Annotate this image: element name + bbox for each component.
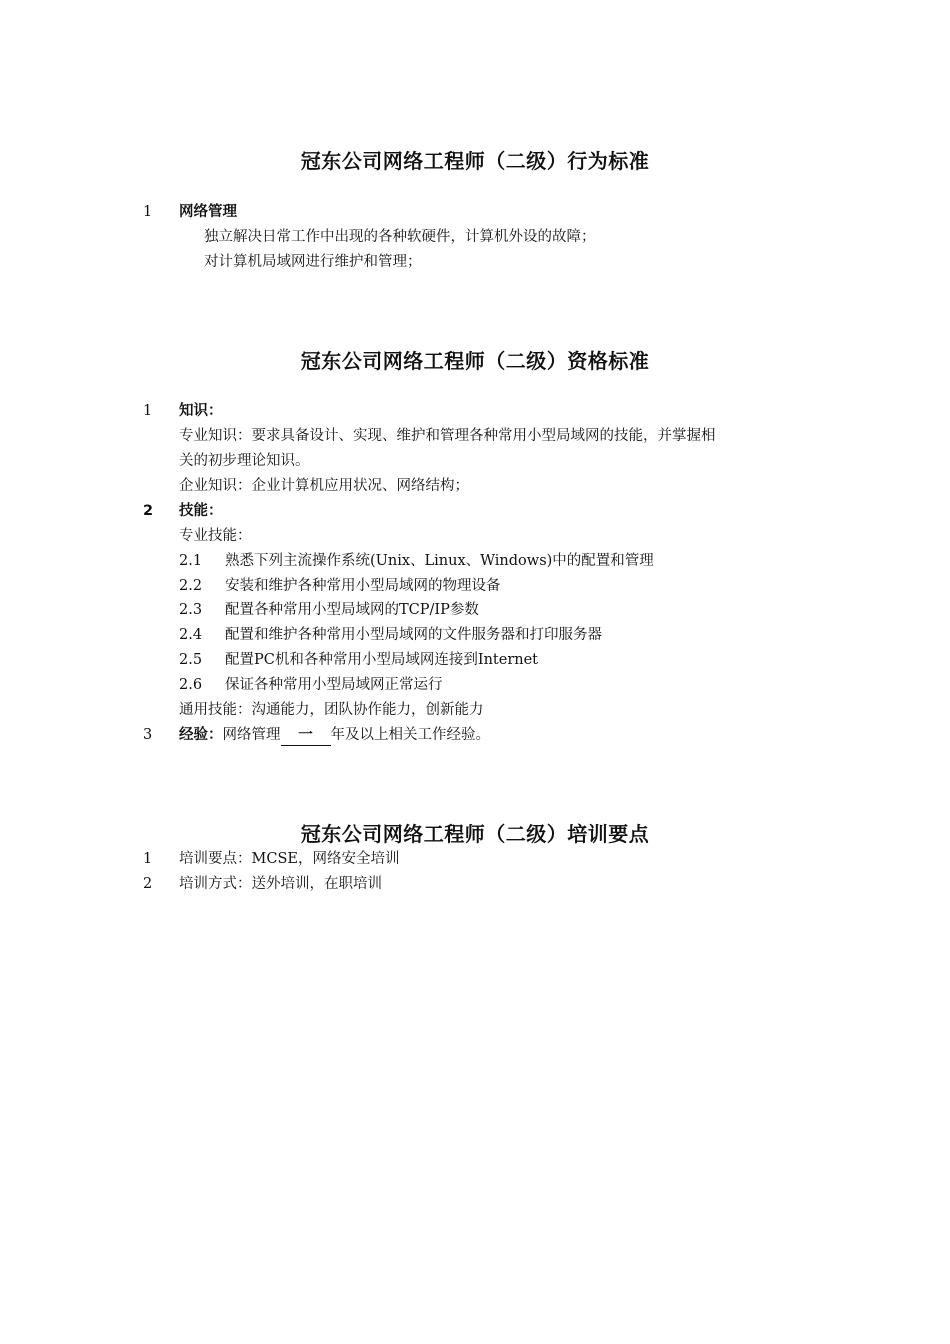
skill-subitem [179, 625, 602, 645]
subitem-text: 安装和维护各种常用小型局域网的物理设备 [225, 578, 501, 594]
subitem-text: 配置PC机和各种常用小型局域网连接到Internet [225, 652, 539, 668]
experience-text-before: 网络管理 [222, 727, 281, 743]
behavior-line-2: 对计算机局域网进行维护和管理； [204, 254, 422, 270]
skill-subitem [179, 675, 443, 695]
experience-text-after: 年及以上相关工作经验。 [330, 727, 490, 743]
subitem-number: 2.5 [179, 652, 203, 668]
subitem-text: 配置各种常用小型局域网的TCP/IP参数 [225, 602, 479, 618]
item-number: 2 [143, 503, 154, 519]
item-number: 1 [143, 204, 153, 220]
item-heading-skills: 技能： [179, 503, 223, 519]
professional-skills-label: 专业技能： [179, 528, 252, 544]
item-number: 1 [143, 851, 153, 867]
item-heading-experience: 经验： [179, 727, 223, 743]
item-heading-network-management: 网络管理 [179, 204, 237, 220]
skill-subitem [179, 551, 654, 571]
general-skills-line: 通用技能：沟通能力，团队协作能力，创新能力 [179, 702, 484, 718]
subitem-number: 2.4 [179, 627, 203, 643]
subitem-number: 2.6 [179, 677, 203, 693]
subitem-text: 配置和维护各种常用小型局域网的文件服务器和打印服务器 [225, 627, 602, 643]
behavior-standard-title: 冠东公司网络工程师（二级）行为标准 [300, 149, 650, 173]
training-item: 培训方式：送外培训，在职培训 [179, 876, 382, 892]
professional-knowledge-line-1: 专业知识：要求具备设计、实现、维护和管理各种常用小型局域网的技能，并掌握相 [179, 428, 716, 444]
training-item: 培训要点：MCSE，网络安全培训 [179, 851, 400, 867]
qualification-standard-title: 冠东公司网络工程师（二级）资格标准 [300, 349, 650, 373]
item-number: 1 [143, 403, 153, 419]
behavior-line-1: 独立解决日常工作中出现的各种软硬件，计算机外设的故障； [204, 229, 596, 245]
experience-years-blank: 一 [281, 725, 331, 746]
subitem-text: 保证各种常用小型局域网正常运行 [225, 677, 443, 693]
skill-subitem [179, 600, 479, 620]
item-number: 3 [143, 727, 153, 743]
enterprise-knowledge-line: 企业知识：企业计算机应用状况、网络结构； [179, 478, 469, 494]
skill-subitem [179, 650, 538, 670]
skill-subitem [179, 576, 501, 596]
item-heading-knowledge: 知识： [179, 403, 223, 419]
experience-line [179, 725, 490, 746]
item-number: 2 [143, 876, 153, 892]
subitem-text: 熟悉下列主流操作系统(Unix、Linux、Windows)中的配置和管理 [225, 553, 654, 569]
professional-knowledge-line-2: 关的初步理论知识。 [179, 453, 310, 469]
subitem-number: 2.3 [179, 602, 203, 618]
subitem-number: 2.1 [179, 553, 203, 569]
training-points-title: 冠东公司网络工程师（二级）培训要点 [300, 822, 650, 846]
subitem-number: 2.2 [179, 578, 203, 594]
